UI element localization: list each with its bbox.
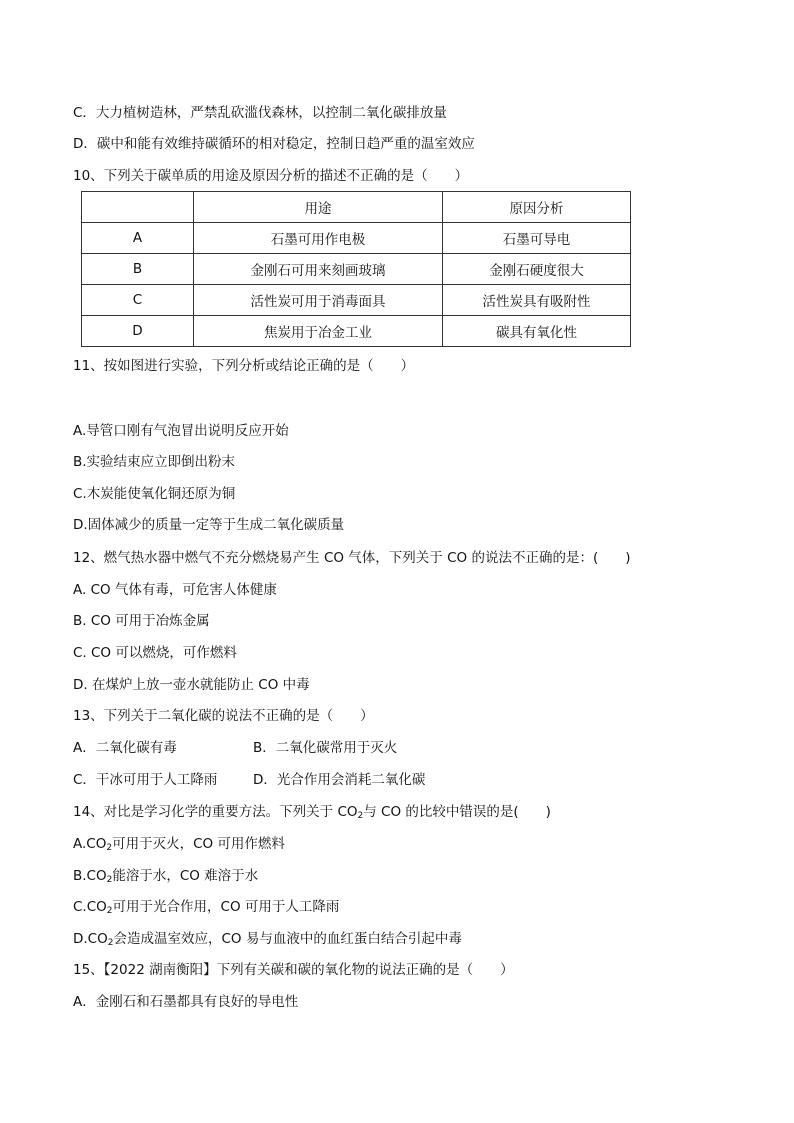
q10-table	[81, 191, 631, 347]
q14-d-pre: D.CO	[73, 931, 108, 947]
table-cell: D	[82, 316, 194, 347]
q14-option-d	[73, 929, 462, 953]
q12-stem: 12、燃气热水器中燃气不充分燃烧易产生 CO 气体，下列关于 CO 的说法不正确的是：( )	[73, 550, 631, 566]
table-row	[82, 223, 631, 254]
q12-option-c: C. CO 可以燃烧，可作燃料	[73, 645, 237, 661]
table-cell: 碳具有氧化性	[443, 316, 631, 347]
q14-b-pre: B.CO	[73, 868, 107, 884]
q12-option-d: D. 在煤炉上放一壶水就能防止 CO 中毒	[73, 677, 310, 693]
q12-option-a: A. CO 气体有毒，可危害人体健康	[73, 582, 277, 598]
table-cell: 活性炭可用于消毒面具	[194, 285, 443, 316]
q13-option-c: C．干冰可用于人工降雨	[73, 772, 218, 788]
q14-c-pre: C.CO	[73, 899, 107, 915]
q14-stem-sub: 2	[357, 811, 364, 821]
q14-stem-post: 与 CO 的比较中错误的是( )	[363, 804, 551, 820]
q14-d-post: 会造成温室效应，CO 易与血液中的血红蛋白结合引起中毒	[113, 931, 462, 947]
q12-option-b: B. CO 可用于冶炼金属	[73, 613, 210, 629]
table-header-cell: 原因分析	[443, 192, 631, 223]
table-cell: C	[82, 285, 194, 316]
q13-option-d: D．光合作用会消耗二氧化碳	[253, 772, 426, 788]
table-cell: 金刚石可用来刻画玻璃	[194, 254, 443, 285]
q10-stem: 10、下列关于碳单质的用途及原因分析的描述不正确的是（ ）	[73, 168, 469, 184]
q11-stem: 11、按如图进行实验，下列分析或结论正确的是（ ）	[73, 358, 415, 374]
q11-option-c: C.木炭能使氧化铜还原为铜	[73, 486, 236, 502]
q11-option-d: D.固体减少的质量一定等于生成二氧化碳质量	[73, 517, 345, 533]
q14-b-post: 能溶于水，CO 难溶于水	[112, 868, 259, 884]
table-header-cell: 用途	[194, 192, 443, 223]
q13-stem: 13、下列关于二氧化碳的说法不正确的是（ ）	[73, 708, 374, 724]
q14-option-a	[73, 834, 285, 858]
q14-c-sub: 2	[106, 906, 113, 916]
table-cell: A	[82, 223, 194, 254]
q15-option-a: A．金刚石和石墨都具有良好的导电性	[73, 994, 299, 1010]
table-header-cell	[82, 192, 194, 223]
q13-option-b: B．二氧化碳常用于灭火	[253, 740, 398, 756]
q14-b-sub: 2	[106, 875, 113, 885]
q14-option-c	[73, 897, 339, 921]
table-row	[82, 285, 631, 316]
q14-d-sub: 2	[107, 938, 114, 948]
table-cell: 焦炭用于冶金工业	[194, 316, 443, 347]
q14-a-post: 可用于灭火，CO 可用作燃料	[112, 836, 285, 852]
q14-a-pre: A.CO	[73, 836, 107, 852]
table-row	[82, 254, 631, 285]
table-cell: 金刚石硬度很大	[443, 254, 631, 285]
q9-option-c: C．大力植树造林，严禁乱砍滥伐森林，以控制二氧化碳排放量	[73, 105, 447, 121]
q14-stem-pre: 14、对比是学习化学的重要方法。下列关于 CO	[73, 804, 358, 820]
table-cell: 石墨可导电	[443, 223, 631, 254]
q13-option-a: A．二氧化碳有毒	[73, 740, 177, 756]
q13-options-cd	[73, 770, 425, 790]
q15-stem: 15、【2022 湖南衡阳】下列有关碳和碳的氧化物的说法正确的是（ ）	[73, 962, 514, 978]
table-cell: 石墨可用作电极	[194, 223, 443, 254]
table-header-row	[82, 192, 631, 223]
q11-option-b: B.实验结束应立即倒出粉末	[73, 454, 236, 470]
table-cell: B	[82, 254, 194, 285]
q14-c-post: 可用于光合作用，CO 可用于人工降雨	[112, 899, 340, 915]
table-row	[82, 316, 631, 347]
q11-option-a: A.导管口刚有气泡冒出说明反应开始	[73, 423, 289, 439]
q9-option-d: D．碳中和能有效维持碳循环的相对稳定，控制日趋严重的温室效应	[73, 136, 475, 152]
q14-option-b	[73, 866, 258, 890]
q14-stem	[73, 802, 551, 826]
table-cell: 活性炭具有吸附性	[443, 285, 631, 316]
q13-options-ab	[73, 738, 397, 758]
q14-a-sub: 2	[106, 843, 113, 853]
